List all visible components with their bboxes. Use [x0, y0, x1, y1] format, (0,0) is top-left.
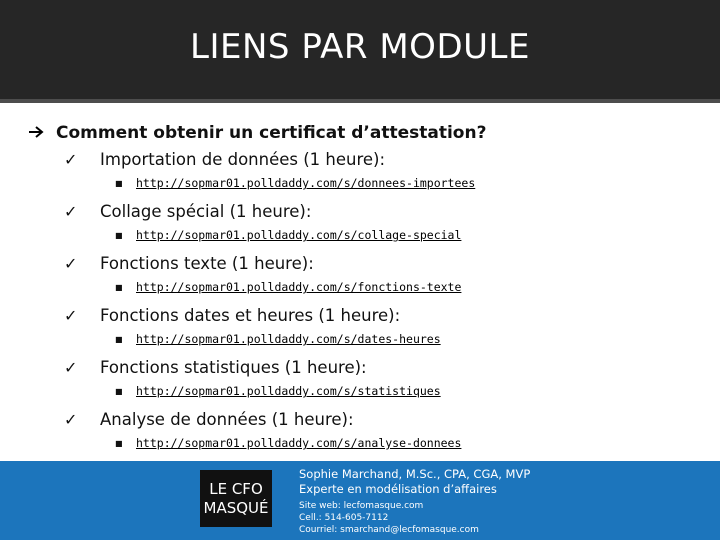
contact-email: Courriel: smarchand@lecfomasque.com — [299, 525, 479, 535]
module-link[interactable]: http://sopmar01.polldaddy.com/s/fonctions-texte — [136, 280, 462, 294]
question-row — [28, 119, 486, 147]
contact-info — [299, 467, 530, 536]
module-title: Fonctions statistiques (1 heure): — [100, 358, 367, 377]
cfo-logo — [200, 470, 272, 527]
square-bullet-icon: ■ — [115, 231, 123, 240]
module-title: Fonctions dates et heures (1 heure): — [100, 306, 401, 325]
header-divider — [0, 99, 720, 103]
contact-cell: Cell.: 514-605-7112 — [299, 513, 389, 523]
square-bullet-icon: ■ — [115, 179, 123, 188]
checkmark-icon: ✓ — [64, 150, 78, 169]
author-role: Experte en modélisation d’affaires — [299, 482, 497, 496]
module-title: Analyse de données (1 heure): — [100, 410, 354, 429]
module-link[interactable]: http://sopmar01.polldaddy.com/s/donnees-importees — [136, 176, 476, 190]
module-link[interactable]: http://sopmar01.polldaddy.com/s/collage-special — [136, 228, 462, 242]
square-bullet-icon: ■ — [115, 439, 123, 448]
checkmark-icon: ✓ — [64, 254, 78, 273]
author-name: Sophie Marchand, M.Sc., CPA, CGA, MVP — [299, 467, 531, 481]
checkmark-icon: ✓ — [64, 306, 78, 325]
page-title: LIENS PAR MODULE — [190, 26, 530, 67]
logo-line-1: LE CFO — [209, 479, 263, 498]
square-bullet-icon: ■ — [115, 283, 123, 292]
title-bar — [0, 0, 720, 99]
module-link[interactable]: http://sopmar01.polldaddy.com/s/analyse-donnees — [136, 436, 462, 450]
module-title: Importation de données (1 heure): — [100, 150, 386, 169]
module-title: Collage spécial (1 heure): — [100, 202, 312, 221]
arrow-bullet-icon — [28, 124, 56, 143]
module-link[interactable]: http://sopmar01.polldaddy.com/s/statistiques — [136, 384, 441, 398]
square-bullet-icon: ■ — [115, 387, 123, 396]
square-bullet-icon: ■ — [115, 335, 123, 344]
contact-website: Site web: lecfomasque.com — [299, 501, 424, 511]
module-link[interactable]: http://sopmar01.polldaddy.com/s/dates-heures — [136, 332, 441, 346]
checkmark-icon: ✓ — [64, 410, 78, 429]
logo-line-2: MASQUÉ — [203, 498, 269, 517]
footer-bar — [0, 461, 720, 540]
module-title: Fonctions texte (1 heure): — [100, 254, 314, 273]
checkmark-icon: ✓ — [64, 358, 78, 377]
checkmark-icon: ✓ — [64, 202, 78, 221]
question-text: Comment obtenir un certificat d’attestation? — [56, 123, 487, 143]
